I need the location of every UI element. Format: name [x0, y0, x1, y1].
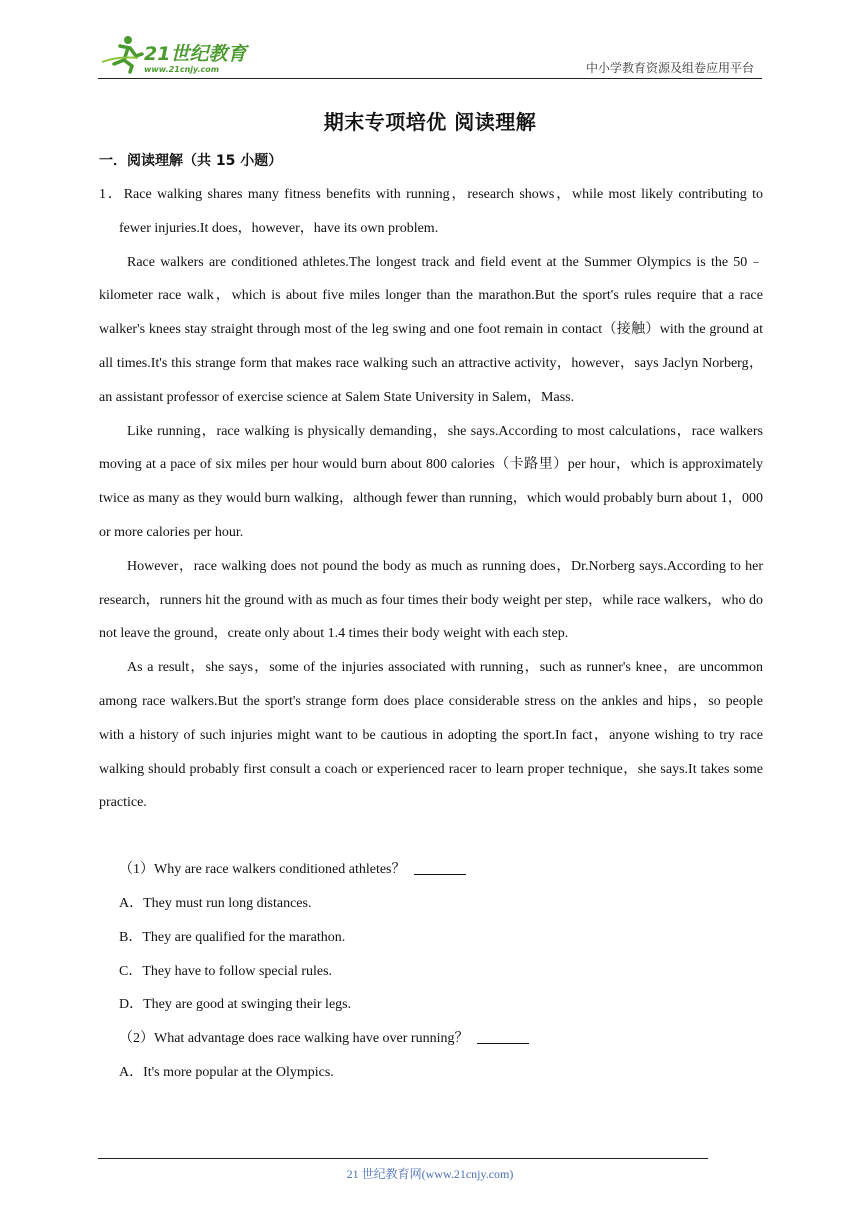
option-d: D．They are good at swinging their legs. [119, 997, 352, 1013]
page-title: 期末专项培优 阅读理解 [323, 110, 537, 134]
question-2 [99, 1022, 763, 1056]
answer-blank [477, 1029, 529, 1044]
passage-paragraph: However，race walking does not pound the body as much as running does，Dr.Norberg says.According to her research，runners hit the ground with as much as four times their body weight per step，while race walkers，who do not leave the ground，create only about 1.4 times their body weight with each step. [99, 558, 763, 642]
question-stem: （1）Why are race walkers conditioned athletes？ [119, 862, 406, 878]
page-header [98, 30, 762, 79]
answer-blank [414, 860, 466, 875]
footer-divider [98, 1158, 708, 1159]
platform-name: 中小学教育资源及组卷应用平台 [585, 61, 754, 75]
option-b: B．They are qualified for the marathon. [119, 929, 346, 945]
logo-text: 21世纪教育 [144, 43, 247, 65]
logo-url-text: www.21cnjy.com [144, 65, 220, 74]
passage-paragraph: 1．Race walking shares many fitness benefits with running，research shows，while most likely contributing to fewer injuries.It does，however，have its own problem. [99, 187, 763, 236]
section-heading: 一．阅读理解（共 15 小题） [99, 153, 283, 169]
passage-paragraph: Like running，race walking is physically demanding，she says.According to most calculations，race walkers moving at a pace of six miles per hour would burn about 800 calories（卡路里）per hour，which is approximately twice as many as they would burn walking，although fewer than running，which would probably burn about 1，000 or more calories per hour. [99, 423, 763, 540]
page-footer: 21 世纪教育网(www.21cnjy.com) [346, 1167, 514, 1181]
question-stem: （2）What advantage does race walking have over running？ [119, 1031, 469, 1047]
option-c: C．They have to follow special rules. [119, 963, 333, 979]
option-a: A．It's more popular at the Olympics. [119, 1064, 334, 1080]
passage-paragraph: Race walkers are conditioned athletes.The longest track and field event at the Summer Olympics is the 50﹣kilometer race walk，which is about five miles longer than the marathon.But the sport's rules require that a race walker's knees stay straight through most of the leg swing and one foot remain in contact（接触）with the ground at all times.It's this strange form that makes race walking such an attractive activity，however，says Jaclyn Norberg，an assistant professor of exercise science at Salem State University in Salem，Mass. [99, 254, 763, 405]
question-1 [99, 853, 763, 887]
passage-paragraph: As a result，she says，some of the injuries associated with running，such as runner's knee，are uncommon among race walkers.But the sport's strange form does place considerable stress on the ankles and hips，so people with a history of such injuries might want to be cautious in adopting the sport.In fact，anyone wishing to try race walking should probably first consult a coach or experienced racer to learn proper technique，she says.It takes some practice. [99, 660, 763, 811]
option-a: A．They must run long distances. [119, 895, 312, 911]
site-logo [98, 32, 268, 76]
document-body [99, 178, 763, 1090]
